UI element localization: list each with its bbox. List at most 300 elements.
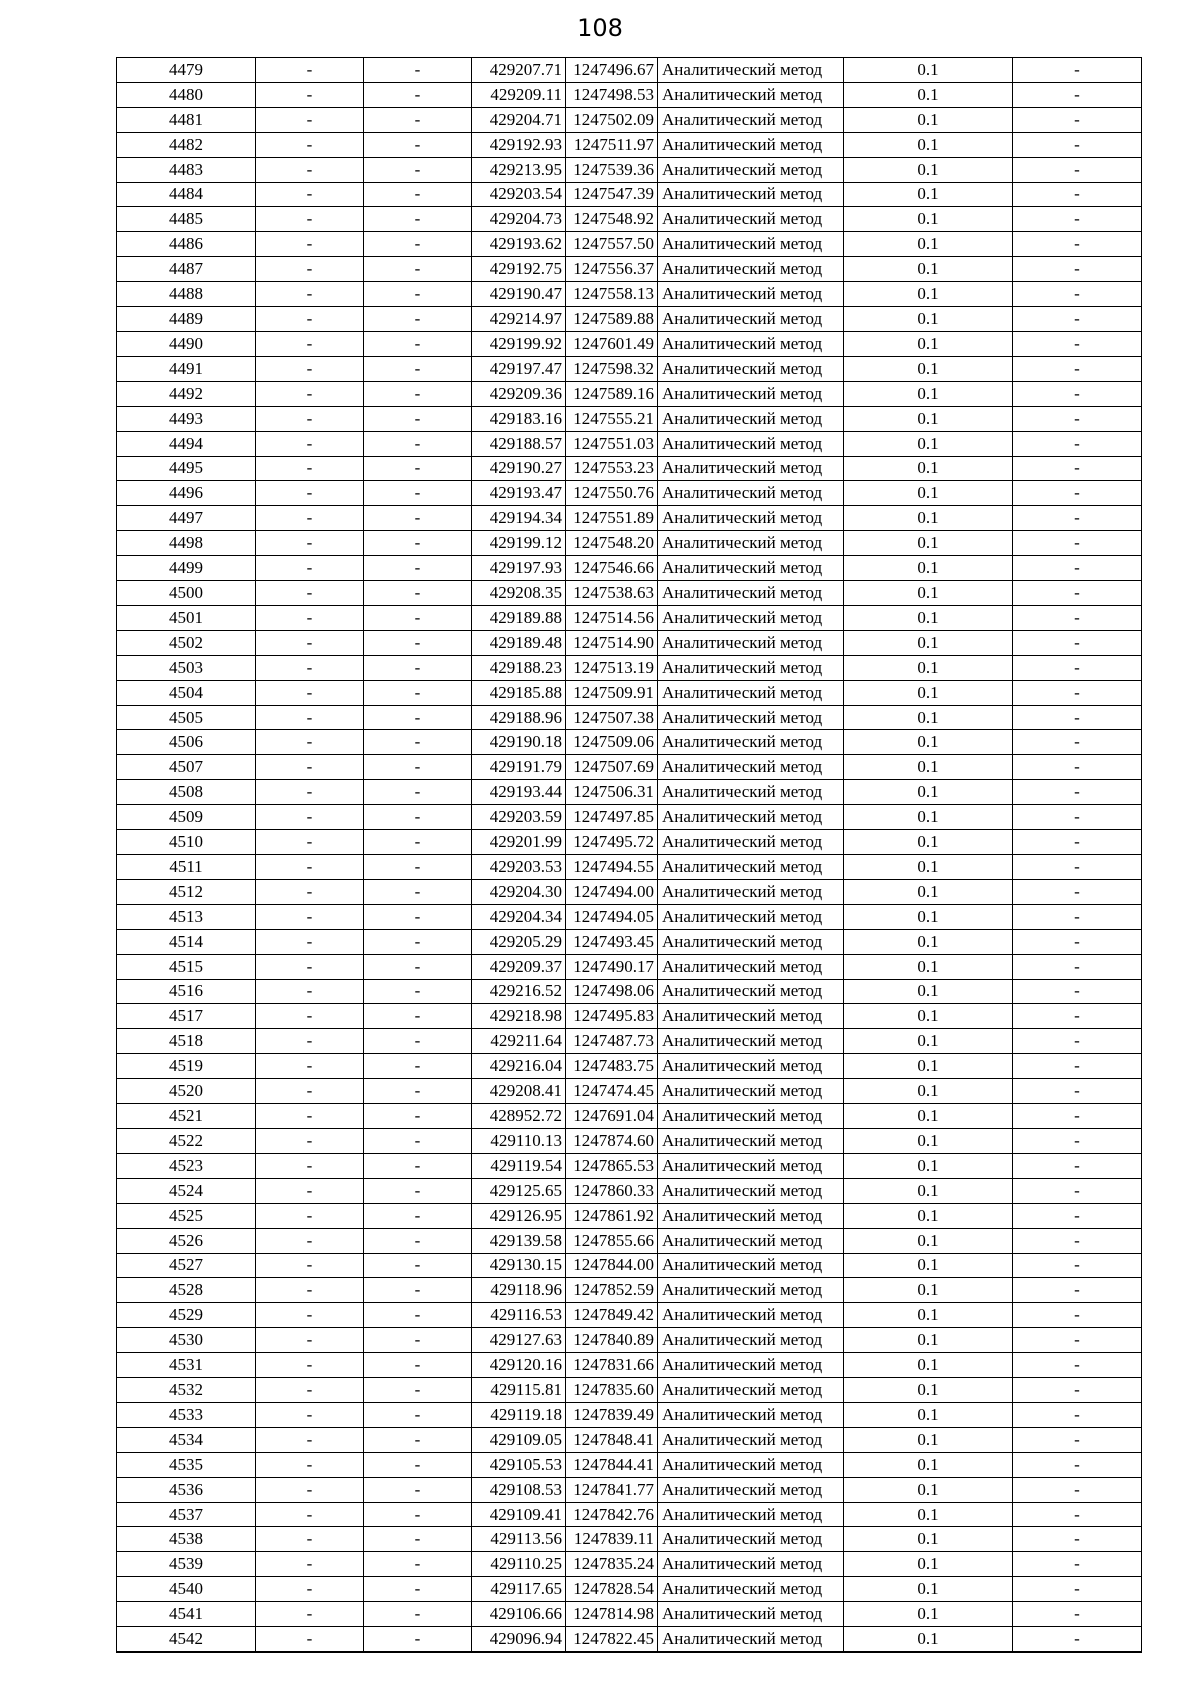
dash-cell: - bbox=[1013, 904, 1142, 929]
y-coordinate-cell: 1247555.21 bbox=[566, 406, 658, 431]
dash-cell: - bbox=[1013, 331, 1142, 356]
dash-cell: - bbox=[256, 954, 364, 979]
method-cell: Аналитический метод bbox=[658, 929, 844, 954]
dash-cell: - bbox=[364, 506, 472, 531]
dash-cell: - bbox=[1013, 307, 1142, 332]
dash-cell: - bbox=[364, 232, 472, 257]
dash-cell: - bbox=[1013, 1054, 1142, 1079]
dash-cell: - bbox=[256, 1552, 364, 1577]
method-cell: Аналитический метод bbox=[658, 605, 844, 630]
x-coordinate-cell: 429211.64 bbox=[472, 1029, 566, 1054]
y-coordinate-cell: 1247494.00 bbox=[566, 879, 658, 904]
point-number-cell: 4538 bbox=[117, 1527, 256, 1552]
method-cell: Аналитический метод bbox=[658, 655, 844, 680]
y-coordinate-cell: 1247814.98 bbox=[566, 1602, 658, 1627]
method-cell: Аналитический метод bbox=[658, 182, 844, 207]
method-cell: Аналитический метод bbox=[658, 904, 844, 929]
point-number-cell: 4518 bbox=[117, 1029, 256, 1054]
error-cell: 0.1 bbox=[844, 979, 1013, 1004]
point-number-cell: 4481 bbox=[117, 107, 256, 132]
point-number-cell: 4490 bbox=[117, 331, 256, 356]
dash-cell: - bbox=[364, 1128, 472, 1153]
dash-cell: - bbox=[256, 356, 364, 381]
y-coordinate-cell: 1247548.20 bbox=[566, 531, 658, 556]
x-coordinate-cell: 429199.92 bbox=[472, 331, 566, 356]
dash-cell: - bbox=[256, 1104, 364, 1129]
dash-cell: - bbox=[256, 182, 364, 207]
dash-cell: - bbox=[364, 481, 472, 506]
dash-cell: - bbox=[1013, 705, 1142, 730]
dash-cell: - bbox=[364, 1153, 472, 1178]
x-coordinate-cell: 429116.53 bbox=[472, 1303, 566, 1328]
point-number-cell: 4539 bbox=[117, 1552, 256, 1577]
x-coordinate-cell: 429192.93 bbox=[472, 132, 566, 157]
error-cell: 0.1 bbox=[844, 705, 1013, 730]
method-cell: Аналитический метод bbox=[658, 1378, 844, 1403]
x-coordinate-cell: 429193.62 bbox=[472, 232, 566, 257]
dash-cell: - bbox=[256, 1203, 364, 1228]
table-row bbox=[117, 1303, 1142, 1328]
error-cell: 0.1 bbox=[844, 1452, 1013, 1477]
method-cell: Аналитический метод bbox=[658, 506, 844, 531]
error-cell: 0.1 bbox=[844, 431, 1013, 456]
dash-cell: - bbox=[364, 1004, 472, 1029]
dash-cell: - bbox=[364, 307, 472, 332]
dash-cell: - bbox=[364, 1378, 472, 1403]
table-row bbox=[117, 82, 1142, 107]
point-number-cell: 4485 bbox=[117, 207, 256, 232]
y-coordinate-cell: 1247494.05 bbox=[566, 904, 658, 929]
y-coordinate-cell: 1247502.09 bbox=[566, 107, 658, 132]
y-coordinate-cell: 1247861.92 bbox=[566, 1203, 658, 1228]
error-cell: 0.1 bbox=[844, 904, 1013, 929]
method-cell: Аналитический метод bbox=[658, 1278, 844, 1303]
error-cell: 0.1 bbox=[844, 1104, 1013, 1129]
method-cell: Аналитический метод bbox=[658, 356, 844, 381]
method-cell: Аналитический метод bbox=[658, 581, 844, 606]
table-row bbox=[117, 855, 1142, 880]
y-coordinate-cell: 1247514.56 bbox=[566, 605, 658, 630]
dash-cell: - bbox=[364, 1203, 472, 1228]
point-number-cell: 4500 bbox=[117, 581, 256, 606]
dash-cell: - bbox=[256, 381, 364, 406]
point-number-cell: 4535 bbox=[117, 1452, 256, 1477]
x-coordinate-cell: 429189.48 bbox=[472, 630, 566, 655]
dash-cell: - bbox=[364, 1328, 472, 1353]
error-cell: 0.1 bbox=[844, 182, 1013, 207]
dash-cell: - bbox=[256, 82, 364, 107]
y-coordinate-cell: 1247498.53 bbox=[566, 82, 658, 107]
dash-cell: - bbox=[1013, 581, 1142, 606]
x-coordinate-cell: 429208.35 bbox=[472, 581, 566, 606]
dash-cell: - bbox=[364, 805, 472, 830]
dash-cell: - bbox=[256, 1178, 364, 1203]
dash-cell: - bbox=[1013, 257, 1142, 282]
method-cell: Аналитический метод bbox=[658, 1029, 844, 1054]
dash-cell: - bbox=[256, 630, 364, 655]
x-coordinate-cell: 429190.18 bbox=[472, 730, 566, 755]
error-cell: 0.1 bbox=[844, 132, 1013, 157]
dash-cell: - bbox=[256, 1402, 364, 1427]
table-row bbox=[117, 780, 1142, 805]
x-coordinate-cell: 429119.54 bbox=[472, 1153, 566, 1178]
method-cell: Аналитический метод bbox=[658, 456, 844, 481]
x-coordinate-cell: 429105.53 bbox=[472, 1452, 566, 1477]
point-number-cell: 4496 bbox=[117, 481, 256, 506]
method-cell: Аналитический метод bbox=[658, 1602, 844, 1627]
table-row bbox=[117, 1203, 1142, 1228]
x-coordinate-cell: 429183.16 bbox=[472, 406, 566, 431]
dash-cell: - bbox=[256, 805, 364, 830]
dash-cell: - bbox=[364, 1627, 472, 1652]
dash-cell: - bbox=[1013, 1427, 1142, 1452]
dash-cell: - bbox=[1013, 506, 1142, 531]
page-number: 108 bbox=[577, 14, 623, 42]
table-row bbox=[117, 207, 1142, 232]
point-number-cell: 4542 bbox=[117, 1627, 256, 1652]
dash-cell: - bbox=[1013, 1477, 1142, 1502]
table-row bbox=[117, 1153, 1142, 1178]
x-coordinate-cell: 429113.56 bbox=[472, 1527, 566, 1552]
dash-cell: - bbox=[364, 1104, 472, 1129]
dash-cell: - bbox=[1013, 1328, 1142, 1353]
x-coordinate-cell: 429192.75 bbox=[472, 257, 566, 282]
method-cell: Аналитический метод bbox=[658, 1004, 844, 1029]
point-number-cell: 4532 bbox=[117, 1378, 256, 1403]
error-cell: 0.1 bbox=[844, 207, 1013, 232]
error-cell: 0.1 bbox=[844, 1079, 1013, 1104]
x-coordinate-cell: 429110.13 bbox=[472, 1128, 566, 1153]
method-cell: Аналитический метод bbox=[658, 232, 844, 257]
method-cell: Аналитический метод bbox=[658, 331, 844, 356]
y-coordinate-cell: 1247474.45 bbox=[566, 1079, 658, 1104]
error-cell: 0.1 bbox=[844, 954, 1013, 979]
point-number-cell: 4521 bbox=[117, 1104, 256, 1129]
point-number-cell: 4492 bbox=[117, 381, 256, 406]
method-cell: Аналитический метод bbox=[658, 1577, 844, 1602]
dash-cell: - bbox=[1013, 556, 1142, 581]
x-coordinate-cell: 429190.47 bbox=[472, 282, 566, 307]
y-coordinate-cell: 1247550.76 bbox=[566, 481, 658, 506]
dash-cell: - bbox=[256, 1527, 364, 1552]
x-coordinate-cell: 429118.96 bbox=[472, 1278, 566, 1303]
table-row bbox=[117, 1402, 1142, 1427]
point-number-cell: 4526 bbox=[117, 1228, 256, 1253]
method-cell: Аналитический метод bbox=[658, 1552, 844, 1577]
error-cell: 0.1 bbox=[844, 1577, 1013, 1602]
table-row bbox=[117, 1427, 1142, 1452]
method-cell: Аналитический метод bbox=[658, 1402, 844, 1427]
dash-cell: - bbox=[364, 1402, 472, 1427]
method-cell: Аналитический метод bbox=[658, 1502, 844, 1527]
dash-cell: - bbox=[1013, 58, 1142, 83]
method-cell: Аналитический метод bbox=[658, 1328, 844, 1353]
table-row bbox=[117, 1627, 1142, 1652]
table-row bbox=[117, 1178, 1142, 1203]
method-cell: Аналитический метод bbox=[658, 207, 844, 232]
method-cell: Аналитический метод bbox=[658, 680, 844, 705]
y-coordinate-cell: 1247556.37 bbox=[566, 257, 658, 282]
dash-cell: - bbox=[256, 705, 364, 730]
y-coordinate-cell: 1247490.17 bbox=[566, 954, 658, 979]
y-coordinate-cell: 1247835.24 bbox=[566, 1552, 658, 1577]
y-coordinate-cell: 1247558.13 bbox=[566, 282, 658, 307]
error-cell: 0.1 bbox=[844, 107, 1013, 132]
dash-cell: - bbox=[1013, 1104, 1142, 1129]
x-coordinate-cell: 429208.41 bbox=[472, 1079, 566, 1104]
x-coordinate-cell: 429115.81 bbox=[472, 1378, 566, 1403]
point-number-cell: 4508 bbox=[117, 780, 256, 805]
x-coordinate-cell: 429204.34 bbox=[472, 904, 566, 929]
table-row bbox=[117, 356, 1142, 381]
dash-cell: - bbox=[364, 1552, 472, 1577]
method-cell: Аналитический метод bbox=[658, 1627, 844, 1652]
method-cell: Аналитический метод bbox=[658, 1079, 844, 1104]
table-row bbox=[117, 481, 1142, 506]
point-number-cell: 4520 bbox=[117, 1079, 256, 1104]
error-cell: 0.1 bbox=[844, 531, 1013, 556]
dash-cell: - bbox=[256, 456, 364, 481]
table-row bbox=[117, 381, 1142, 406]
dash-cell: - bbox=[364, 780, 472, 805]
x-coordinate-cell: 429193.44 bbox=[472, 780, 566, 805]
dash-cell: - bbox=[364, 381, 472, 406]
point-number-cell: 4479 bbox=[117, 58, 256, 83]
point-number-cell: 4536 bbox=[117, 1477, 256, 1502]
dash-cell: - bbox=[256, 929, 364, 954]
error-cell: 0.1 bbox=[844, 1203, 1013, 1228]
point-number-cell: 4504 bbox=[117, 680, 256, 705]
error-cell: 0.1 bbox=[844, 581, 1013, 606]
point-number-cell: 4537 bbox=[117, 1502, 256, 1527]
y-coordinate-cell: 1247842.76 bbox=[566, 1502, 658, 1527]
x-coordinate-cell: 429213.95 bbox=[472, 157, 566, 182]
method-cell: Аналитический метод bbox=[658, 1477, 844, 1502]
point-number-cell: 4540 bbox=[117, 1577, 256, 1602]
error-cell: 0.1 bbox=[844, 331, 1013, 356]
table-row bbox=[117, 581, 1142, 606]
y-coordinate-cell: 1247860.33 bbox=[566, 1178, 658, 1203]
y-coordinate-cell: 1247848.41 bbox=[566, 1427, 658, 1452]
table-row bbox=[117, 1502, 1142, 1527]
method-cell: Аналитический метод bbox=[658, 406, 844, 431]
method-cell: Аналитический метод bbox=[658, 1178, 844, 1203]
dash-cell: - bbox=[1013, 1502, 1142, 1527]
error-cell: 0.1 bbox=[844, 730, 1013, 755]
dash-cell: - bbox=[364, 1054, 472, 1079]
error-cell: 0.1 bbox=[844, 1378, 1013, 1403]
dash-cell: - bbox=[364, 257, 472, 282]
dash-cell: - bbox=[1013, 207, 1142, 232]
y-coordinate-cell: 1247557.50 bbox=[566, 232, 658, 257]
y-coordinate-cell: 1247483.75 bbox=[566, 1054, 658, 1079]
dash-cell: - bbox=[256, 1128, 364, 1153]
error-cell: 0.1 bbox=[844, 1502, 1013, 1527]
method-cell: Аналитический метод bbox=[658, 58, 844, 83]
table-row bbox=[117, 232, 1142, 257]
point-number-cell: 4493 bbox=[117, 406, 256, 431]
x-coordinate-cell: 429209.36 bbox=[472, 381, 566, 406]
dash-cell: - bbox=[364, 182, 472, 207]
x-coordinate-cell: 429205.29 bbox=[472, 929, 566, 954]
dash-cell: - bbox=[364, 1502, 472, 1527]
method-cell: Аналитический метод bbox=[658, 431, 844, 456]
dash-cell: - bbox=[1013, 855, 1142, 880]
error-cell: 0.1 bbox=[844, 1128, 1013, 1153]
table-row bbox=[117, 879, 1142, 904]
dash-cell: - bbox=[256, 157, 364, 182]
y-coordinate-cell: 1247507.69 bbox=[566, 755, 658, 780]
dash-cell: - bbox=[1013, 979, 1142, 1004]
y-coordinate-cell: 1247496.67 bbox=[566, 58, 658, 83]
table-row bbox=[117, 830, 1142, 855]
point-number-cell: 4486 bbox=[117, 232, 256, 257]
y-coordinate-cell: 1247494.55 bbox=[566, 855, 658, 880]
dash-cell: - bbox=[256, 1004, 364, 1029]
method-cell: Аналитический метод bbox=[658, 1527, 844, 1552]
dash-cell: - bbox=[1013, 1004, 1142, 1029]
error-cell: 0.1 bbox=[844, 1353, 1013, 1378]
method-cell: Аналитический метод bbox=[658, 107, 844, 132]
dash-cell: - bbox=[256, 879, 364, 904]
table-row bbox=[117, 456, 1142, 481]
dash-cell: - bbox=[256, 1627, 364, 1652]
dash-cell: - bbox=[256, 506, 364, 531]
dash-cell: - bbox=[256, 107, 364, 132]
dash-cell: - bbox=[256, 282, 364, 307]
method-cell: Аналитический метод bbox=[658, 1303, 844, 1328]
dash-cell: - bbox=[1013, 1079, 1142, 1104]
dash-cell: - bbox=[364, 954, 472, 979]
dash-cell: - bbox=[256, 655, 364, 680]
dash-cell: - bbox=[256, 132, 364, 157]
dash-cell: - bbox=[364, 680, 472, 705]
dash-cell: - bbox=[1013, 82, 1142, 107]
method-cell: Аналитический метод bbox=[658, 1104, 844, 1129]
error-cell: 0.1 bbox=[844, 1427, 1013, 1452]
table-row bbox=[117, 331, 1142, 356]
error-cell: 0.1 bbox=[844, 830, 1013, 855]
table-row bbox=[117, 282, 1142, 307]
dash-cell: - bbox=[364, 556, 472, 581]
dash-cell: - bbox=[1013, 1253, 1142, 1278]
x-coordinate-cell: 429197.47 bbox=[472, 356, 566, 381]
x-coordinate-cell: 429207.71 bbox=[472, 58, 566, 83]
dash-cell: - bbox=[364, 331, 472, 356]
y-coordinate-cell: 1247839.49 bbox=[566, 1402, 658, 1427]
dash-cell: - bbox=[1013, 456, 1142, 481]
dash-cell: - bbox=[364, 904, 472, 929]
x-coordinate-cell: 429108.53 bbox=[472, 1477, 566, 1502]
dash-cell: - bbox=[1013, 1178, 1142, 1203]
method-cell: Аналитический метод bbox=[658, 1128, 844, 1153]
dash-cell: - bbox=[1013, 830, 1142, 855]
x-coordinate-cell: 429130.15 bbox=[472, 1253, 566, 1278]
table-row bbox=[117, 1577, 1142, 1602]
error-cell: 0.1 bbox=[844, 481, 1013, 506]
table-row bbox=[117, 182, 1142, 207]
x-coordinate-cell: 429106.66 bbox=[472, 1602, 566, 1627]
x-coordinate-cell: 429120.16 bbox=[472, 1353, 566, 1378]
x-coordinate-cell: 429209.37 bbox=[472, 954, 566, 979]
y-coordinate-cell: 1247691.04 bbox=[566, 1104, 658, 1129]
dash-cell: - bbox=[1013, 381, 1142, 406]
dash-cell: - bbox=[256, 730, 364, 755]
dash-cell: - bbox=[1013, 431, 1142, 456]
y-coordinate-cell: 1247498.06 bbox=[566, 979, 658, 1004]
x-coordinate-cell: 428952.72 bbox=[472, 1104, 566, 1129]
table-row bbox=[117, 1228, 1142, 1253]
dash-cell: - bbox=[256, 1378, 364, 1403]
x-coordinate-cell: 429139.58 bbox=[472, 1228, 566, 1253]
point-number-cell: 4509 bbox=[117, 805, 256, 830]
y-coordinate-cell: 1247844.41 bbox=[566, 1452, 658, 1477]
dash-cell: - bbox=[256, 904, 364, 929]
dash-cell: - bbox=[1013, 232, 1142, 257]
x-coordinate-cell: 429216.52 bbox=[472, 979, 566, 1004]
table-row bbox=[117, 58, 1142, 83]
dash-cell: - bbox=[1013, 780, 1142, 805]
dash-cell: - bbox=[256, 1328, 364, 1353]
method-cell: Аналитический метод bbox=[658, 1353, 844, 1378]
table-row bbox=[117, 1278, 1142, 1303]
table-row bbox=[117, 1079, 1142, 1104]
x-coordinate-cell: 429109.05 bbox=[472, 1427, 566, 1452]
dash-cell: - bbox=[364, 82, 472, 107]
x-coordinate-cell: 429214.97 bbox=[472, 307, 566, 332]
table-row bbox=[117, 1253, 1142, 1278]
y-coordinate-cell: 1247852.59 bbox=[566, 1278, 658, 1303]
y-coordinate-cell: 1247497.85 bbox=[566, 805, 658, 830]
error-cell: 0.1 bbox=[844, 406, 1013, 431]
dash-cell: - bbox=[364, 456, 472, 481]
table-row bbox=[117, 680, 1142, 705]
error-cell: 0.1 bbox=[844, 556, 1013, 581]
point-number-cell: 4495 bbox=[117, 456, 256, 481]
point-number-cell: 4488 bbox=[117, 282, 256, 307]
y-coordinate-cell: 1247553.23 bbox=[566, 456, 658, 481]
point-number-cell: 4484 bbox=[117, 182, 256, 207]
method-cell: Аналитический метод bbox=[658, 879, 844, 904]
table-row bbox=[117, 406, 1142, 431]
y-coordinate-cell: 1247507.38 bbox=[566, 705, 658, 730]
x-coordinate-cell: 429110.25 bbox=[472, 1552, 566, 1577]
dash-cell: - bbox=[256, 755, 364, 780]
dash-cell: - bbox=[364, 1278, 472, 1303]
point-number-cell: 4527 bbox=[117, 1253, 256, 1278]
error-cell: 0.1 bbox=[844, 630, 1013, 655]
dash-cell: - bbox=[256, 1278, 364, 1303]
dash-cell: - bbox=[256, 481, 364, 506]
table-row bbox=[117, 107, 1142, 132]
y-coordinate-cell: 1247828.54 bbox=[566, 1577, 658, 1602]
y-coordinate-cell: 1247487.73 bbox=[566, 1029, 658, 1054]
y-coordinate-cell: 1247495.72 bbox=[566, 830, 658, 855]
table-row bbox=[117, 1004, 1142, 1029]
y-coordinate-cell: 1247547.39 bbox=[566, 182, 658, 207]
dash-cell: - bbox=[1013, 1128, 1142, 1153]
dash-cell: - bbox=[364, 1427, 472, 1452]
y-coordinate-cell: 1247831.66 bbox=[566, 1353, 658, 1378]
x-coordinate-cell: 429109.41 bbox=[472, 1502, 566, 1527]
method-cell: Аналитический метод bbox=[658, 1228, 844, 1253]
dash-cell: - bbox=[256, 58, 364, 83]
point-number-cell: 4505 bbox=[117, 705, 256, 730]
error-cell: 0.1 bbox=[844, 1029, 1013, 1054]
dash-cell: - bbox=[1013, 1228, 1142, 1253]
x-coordinate-cell: 429185.88 bbox=[472, 680, 566, 705]
dash-cell: - bbox=[256, 1602, 364, 1627]
